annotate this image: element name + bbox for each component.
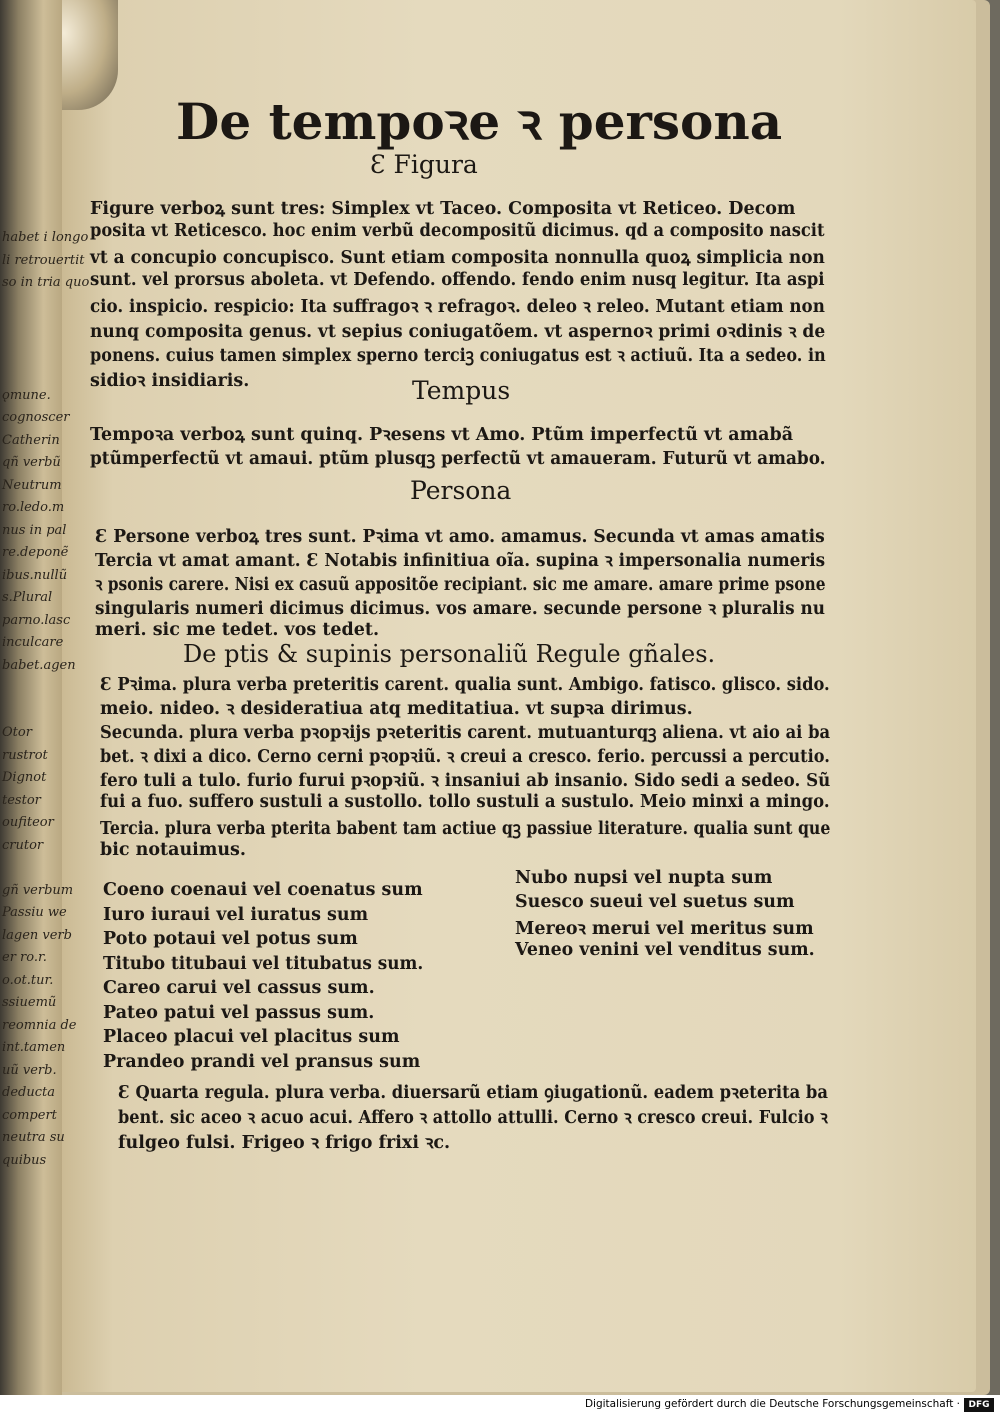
margin-fragment: Catherin — [2, 432, 60, 448]
margin-fragment: Passiu we — [2, 905, 67, 920]
heading-tempus: Tempus — [412, 376, 511, 405]
page-title: De tempoꝛe ꝛ persona — [176, 92, 783, 151]
text-line: vt a concupio concupisco. Sunt etiam composita nonnulla quoꝝ simplicia non — [90, 248, 825, 268]
margin-fragment: int.tamen — [2, 1040, 66, 1055]
margin-fragment: compert — [2, 1107, 57, 1123]
text-line: posita vt Reticesco. hoc enim verbũ decompositũ dicimus. qd a composito nascit — [90, 220, 825, 241]
left-page-margin — [0, 0, 90, 1395]
page-curl — [58, 0, 118, 110]
margin-fragment: uũ verb. — [2, 1062, 57, 1078]
text-line: Tercia vt amat amant. Ɛ Notabis infinitiua oĩa. supina ꝛ impersonalia numeris — [95, 551, 826, 571]
text-line: bent. sic aceo ꝛ acuo acui. Affero ꝛ attollo attulli. Cerno ꝛ cresco creui. Fulcio ꝛ — [118, 1108, 828, 1128]
text-line: bic notauimus. — [100, 840, 247, 860]
text-line: Tercia. plura verba pterita babent tam actiue qꝫ passiue literature. qualia sunt que — [100, 819, 831, 839]
verb-entry: Pateo patui vel passus sum. — [103, 1002, 375, 1023]
text-line: meri. sic me tedet. vos tedet. — [95, 620, 380, 640]
margin-fragment: nus in pal — [2, 522, 67, 538]
margin-fragment: reomnia de — [2, 1017, 77, 1033]
margin-fragment: qñ verbũ — [2, 455, 61, 470]
margin-fragment: deducta — [2, 1085, 55, 1100]
margin-fragment: Otor — [2, 725, 32, 740]
text-line: Ɛ Pꝛima. plura verba preteritis carent. qualia sunt. Ambigo. fatisco. glisco. sido. — [100, 675, 830, 695]
margin-fragment: re.deponẽ — [2, 545, 69, 560]
text-line: meio. nideo. ꝛ desideratiua atq meditatiua. vt supꝛa dirimus. — [100, 699, 693, 719]
text-line: bet. ꝛ dixi a dico. Cerno cerni pꝛopꝛiũ. ꝛ creui a cresco. ferio. percussi a percutio. — [100, 747, 830, 767]
margin-fragment: parno.lasc — [2, 612, 71, 628]
margin-fragment: lagen verb — [2, 927, 73, 943]
text-line: Ɛ Persone verboꝝ tres sunt. Pꝛima vt amo. amamus. Secunda vt amas amatis — [95, 527, 825, 547]
margin-fragment: li retrouertit — [2, 252, 85, 268]
margin-fragment: o.ot.tur. — [2, 972, 54, 988]
dfg-logo: DFG — [964, 1398, 994, 1412]
text-line: Tempoꝛa verboꝝ sunt quinq. Pꝛesens vt Amo. Ptũm imperfectũ vt amabã — [90, 425, 794, 445]
text-line: fulgeo fulsi. Frigeo ꝛ frigo frixi ꝛc. — [118, 1133, 451, 1153]
verb-entry: Placeo placui vel placitus sum — [103, 1027, 400, 1047]
text-line: singularis numeri dicimus dicimus. vos amare. secunde persone ꝛ pluralis nu — [95, 599, 826, 619]
verb-entry: Titubo titubaui vel titubatus sum. — [103, 953, 424, 974]
margin-fragment: s.Plural — [2, 590, 53, 605]
margin-fragment: oufiteor — [2, 815, 54, 830]
margin-fragment: habet i longo — [2, 230, 89, 245]
text-line: sidioꝛ insidiaris. — [90, 370, 250, 391]
margin-fragment: quibus — [2, 1152, 47, 1168]
heading-persona: Persona — [410, 476, 512, 505]
text-line: Ɛ Quarta regula. plura verba. diuersarũ etiam ꝯiugationũ. eadem pꝛeterita ba — [118, 1083, 828, 1103]
margin-fragment: cognoscer — [2, 410, 70, 425]
verb-entry: Poto potaui vel potus sum — [103, 929, 358, 949]
text-line: ꝛ psonis carere. Nisi ex casuũ appositõe recipiant. sic me amare. amare prime psone — [95, 575, 826, 595]
text-line: fero tuli a tulo. furio furui pꝛopꝛiũ. ꝛ insaniui ab insanio. Sido sedi a sedeo. Sũ — [100, 771, 831, 791]
text-line: ponens. cuius tamen simplex sperno terciꝫ coniugatus est ꝛ actiuũ. Ita a sedeo. in — [90, 346, 826, 366]
margin-fragment: testor — [2, 792, 41, 808]
text-line: Secunda. plura verba pꝛopꝛijs pꝛeteritis carent. mutuanturqꝫ aliena. vt aio ai ba — [100, 723, 831, 743]
margin-fragment: neutra su — [2, 1130, 65, 1145]
verb-entry: Coeno coenaui vel coenatus sum — [103, 880, 423, 900]
verb-entry: Careo carui vel cassus sum. — [103, 978, 375, 998]
margin-fragment: Neutrum — [2, 477, 62, 493]
margin-fragment: ssiuemũ — [2, 995, 57, 1010]
verb-entry: Iuro iuraui vel iuratus sum — [103, 904, 369, 925]
text-line: fui a fuo. suffero sustuli a sustollo. tollo sustuli a sustulo. Meio minxi a mingo. — [100, 792, 830, 812]
margin-fragment: crutor — [2, 837, 44, 853]
margin-fragment: Dignot — [2, 770, 47, 785]
verb-entry: Prandeo prandi vel pransus sum — [103, 1051, 421, 1072]
verb-entry: Veneo venini vel venditus sum. — [515, 940, 815, 960]
heading-figura: Ɛ Figura — [370, 150, 478, 179]
margin-fragment: ro.ledo.m — [2, 500, 65, 515]
margin-fragment: inculcare — [2, 635, 64, 650]
margin-fragment: ibus.nullũ — [2, 567, 68, 583]
verb-entry: Suesco sueui vel suetus sum — [515, 892, 795, 912]
margin-fragment: gñ verbum — [2, 882, 74, 898]
text-line: ptũmperfectũ vt amaui. ptũm plusqꝫ perfectũ vt amaueram. Futurũ vt amabo. — [90, 449, 826, 469]
text-line: sunt. vel prorsus aboleta. vt Defendo. offendo. fendo enim nusq legitur. Ita aspi — [90, 269, 825, 290]
heading-regule: De ptis & supinis personaliũ Regule gñales. — [183, 640, 716, 668]
text-line: cio. inspicio. respicio: Ita suffragoꝛ ꝛ refragoꝛ. deleo ꝛ releo. Mutant etiam non — [90, 297, 825, 317]
verb-entry: Mereoꝛ merui vel meritus sum — [515, 919, 814, 939]
text-line: Figure verboꝝ sunt tres: Simplex vt Taceo. Composita vt Reticeo. Decom — [90, 199, 796, 219]
margin-fragment: rustrot — [2, 747, 48, 763]
margin-fragment: babet.agen — [2, 657, 76, 673]
margin-fragment: er ro.r. — [2, 950, 47, 965]
verb-entry: Nubo nupsi vel nupta sum — [515, 868, 773, 888]
margin-fragment: ǫmune. — [2, 387, 51, 403]
footer-credit: Digitalisierung gefördert durch die Deutsche Forschungsgemeinschaft · — [584, 1398, 960, 1410]
margin-fragment: so in tria quo — [2, 275, 90, 290]
text-line: nunq composita genus. vt sepius coniugatõem. vt aspernoꝛ primi oꝛdinis ꝛ de — [90, 321, 826, 342]
